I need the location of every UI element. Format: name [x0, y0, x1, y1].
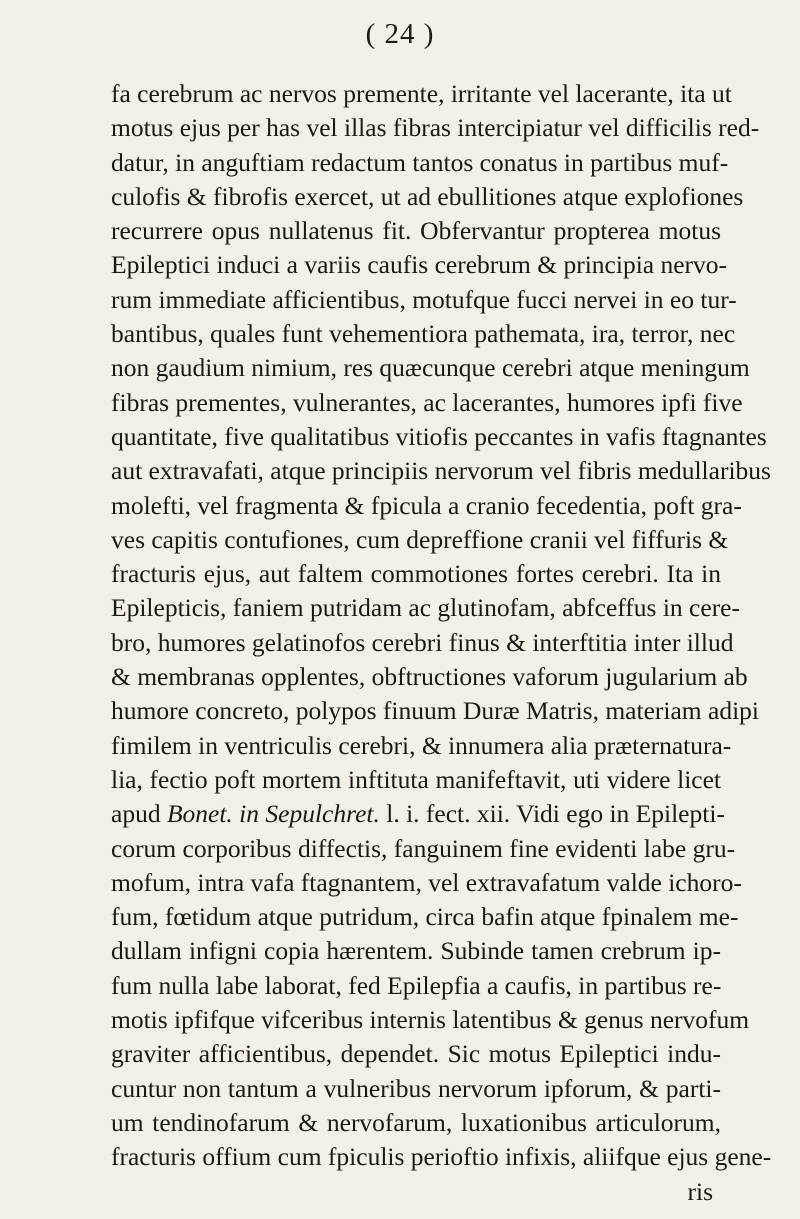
text-line: graviter afficientibus, dependet. Sic motus Epileptici indu-	[111, 1039, 721, 1069]
text-line: quantitate, five qualitatibus vitiofis peccantes in vafis ftagnantes	[111, 421, 767, 451]
text-line: fimilem in ventriculis cerebri, & innumera alia præternatura-	[111, 730, 732, 760]
text-line: molefti, vel fragmenta & fpicula a cranio fecedentia, poft gra-	[111, 490, 742, 520]
text-line: fum nulla labe laborat, fed Epilepfia a caufis, in partibus re-	[111, 970, 722, 1000]
citation-title: Bonet. in Sepulchret.	[166, 799, 380, 829]
text-line: fum, fœtidum atque putridum, circa bafin atque fpinalem me-	[111, 902, 739, 932]
text-line: cuntur non tantum a vulneribus nervorum ipforum, & parti-	[111, 1073, 721, 1103]
text-line: fracturis ejus, aut faltem commotiones fortes cerebri. Ita in	[111, 559, 721, 589]
text-line: recurrere opus nullatenus fit. Obfervantur propterea motus	[111, 216, 721, 246]
citation-rest: l. i. fect. xii. Vidi ego in Epilepti-	[386, 799, 725, 829]
text-line: um tendinofarum & nervofarum, luxationibus articulorum,	[111, 1107, 721, 1137]
page-number: ( 24 )	[365, 18, 435, 50]
text-line: Epileptici induci a variis caufis cerebrum & principia nervo-	[111, 250, 728, 280]
text-line: bantibus, quales funt vehementiora pathemata, ira, terror, nec	[111, 319, 736, 349]
text-line: mofum, intra vafa ftagnantem, vel extravafatum valde ichoro-	[111, 867, 742, 897]
text-line: lia, fectio poft mortem inftituta manifeftavit, uti videre licet	[111, 764, 721, 794]
citation-line	[111, 797, 725, 831]
text-line: culofis & fibrofis exercet, ut ad ebullitiones atque explofiones	[111, 181, 744, 211]
text-line: motis ipfifque vifceribus internis latentibus & genus nervofum	[111, 1005, 750, 1035]
text-line: humore concreto, polypos finuum Duræ Matris, materiam adipi	[111, 696, 759, 726]
text-line: fa cerebrum ac nervos premente, irritante vel lacerante, ita ut	[111, 79, 732, 108]
text-line: rum immediate afficientibus, motufque fucci nervei in eo tur-	[111, 284, 737, 314]
text-line: fracturis offium cum fpiculis perioftio infixis, aliifque ejus gene-	[111, 1142, 772, 1172]
text-line: datur, in anguftiam redactum tantos conatus in partibus muf-	[111, 147, 729, 177]
body-text	[111, 77, 772, 1209]
text-line: fibras prementes, vulnerantes, ac lacerantes, humores ipfi five	[111, 387, 743, 417]
text-line: non gaudium nimium, res quæcunque cerebri atque meningum	[111, 353, 750, 383]
text-line: aut extravafati, atque principiis nervorum vel fibris medullaribus	[111, 456, 771, 486]
catchword: ris	[687, 1176, 713, 1206]
text-fragment: apud	[111, 799, 161, 829]
text-line: dullam infigni copia hærentem. Subinde tamen crebrum ip-	[111, 936, 721, 966]
text-line: & membranas opplentes, obftructiones vaforum jugularium ab	[111, 662, 748, 692]
text-line: motus ejus per has vel illas fibras intercipiatur vel difficilis red-	[111, 113, 760, 143]
text-line: bro, humores gelatinofos cerebri finus & interftitia inter illud	[111, 627, 734, 657]
text-line: Epilepticis, faniem putridam ac glutinofam, abfceffus in cere-	[111, 593, 740, 623]
text-line: corum corporibus diffectis, fanguinem fine evidenti labe gru-	[111, 833, 736, 863]
text-line: ves capitis contufiones, cum depreffione cranii vel fiffuris &	[111, 524, 729, 554]
